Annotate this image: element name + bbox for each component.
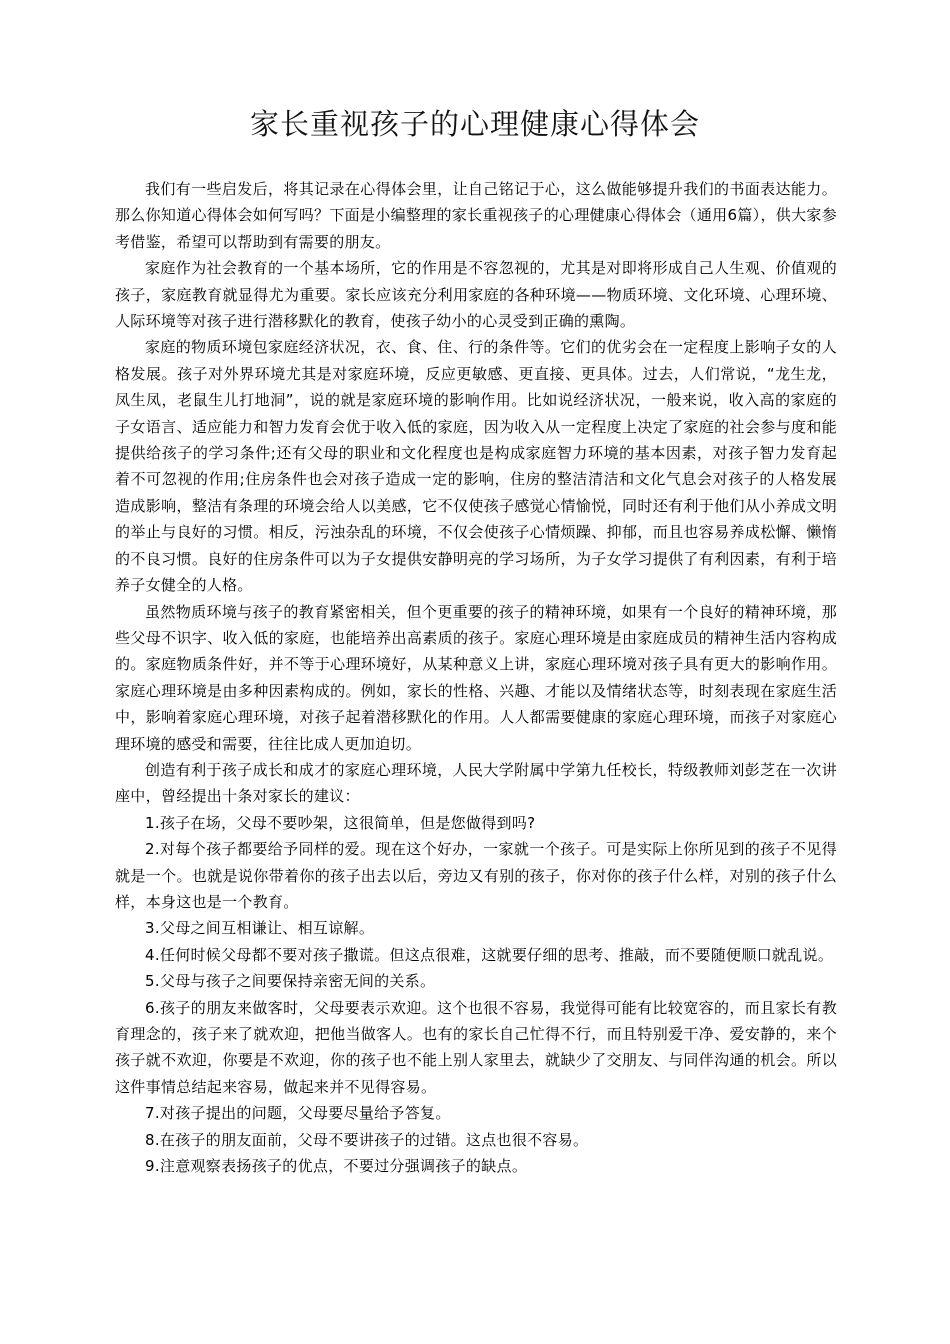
list-item-suggestion-4: 4.任何时候父母都不要对孩子撒谎。但这点很难，这就要仔细的思考、推敲，而不要随便顺口就乱说。 bbox=[145, 945, 834, 964]
list-item-suggestion-5: 5.父母与孩子之间要保持亲密无间的关系。 bbox=[145, 972, 436, 991]
paragraph-spiritual-environment: 虽然物质环境与孩子的教育紧密相关，但个更重要的孩子的精神环境，如果有一个良好的精神环境，那些父母不识字、收入低的家庭，也能培养出高素质的孩子。家庭心理环境是由家庭成员的精神生活内容构成的。家庭物质条件好，并不等于心理环境好，从某种意义上讲，家庭心理环境对孩子具有更大的影响作用。家庭心理环境是由多种因素构成的。例如，家长的性格、兴趣、才能以及情绪状态等，时刻表现在家庭生活中，影响着家庭心理环境，对孩子起着潜移默化的作用。人人都需要健康的家庭心理环境，而孩子对家庭心理环境的感受和需要，往往比成人更加迫切。 bbox=[115, 602, 837, 753]
list-item-suggestion-3: 3.父母之间互相谦让、相互谅解。 bbox=[145, 919, 375, 938]
list-item-suggestion-8: 8.在孩子的朋友面前，父母不要讲孩子的过错。这点也很不容易。 bbox=[145, 1130, 589, 1149]
paragraph-material-environment: 家庭的物质环境包家庭经济状况，衣、食、住、行的条件等。它们的优劣会在一定程度上影响子女的人格发展。孩子对外界环境尤其是对家庭环境，反应更敏感、更直接、更具体。过去，人们常说，“龙生龙，凤生凤，老鼠生儿打地洞”，说的就是家庭环境的影响作用。比如说经济状况，一般来说，收入高的家庭的子女语言、适应能力和智力发育会优于收入低的家庭，因为收入从一定程度上决定了家庭的社会参与度和能提供给孩子的学习条件;还有父母的职业和文化程度也是构成家庭智力环境的基本因素，对孩子智力发育起着不可忽视的作用;住房条件也会对孩子造成一定的影响，住房的整洁清洁和文化气息会对孩子的人格发展造成影响，整洁有条理的环境会给人以美感，它不仅使孩子感觉心情愉悦，同时还有利于他们从小养成文明的举止与良好的习惯。相反，污浊杂乱的环境，不仅会使孩子心情烦躁、抑郁，而且也容易养成松懈、懒惰的不良习惯。良好的住房条件可以为子女提供安静明亮的学习场所，为子女学习提供了有利因素，有利于培养子女健全的人格。 bbox=[115, 338, 837, 595]
list-item-suggestion-1: 1.孩子在场，父母不要吵架，这很简单，但是您做得到吗? bbox=[145, 813, 536, 832]
list-item-suggestion-9: 9.注意观察表扬孩子的优点，不要过分强调孩子的缺点。 bbox=[145, 1157, 528, 1176]
document-title: 家长重视孩子的心理健康心得体会 bbox=[249, 107, 700, 141]
paragraph-family-education: 家庭作为社会教育的一个基本场所，它的作用是不容忽视的，尤其是对即将形成自己人生观、价值观的孩子，家庭教育就显得尤为重要。家长应该充分利用家庭的各种环境——物质环境、文化环境、心理环境、人际环境等对孩子进行潜移默化的教育，使孩子幼小的心灵受到正确的熏陶。 bbox=[115, 259, 837, 331]
list-item-suggestion-2: 2.对每个孩子都要给予同样的爱。现在这个好办，一家就一个孩子。可是实际上你所见到的孩子不见得就是一个。也就是说你带着你的孩子出去以后，旁边又有别的孩子，你对你的孩子什么样，对别的孩子什么样，本身这也是一个教育。 bbox=[115, 840, 837, 911]
paragraph-suggestions-intro: 创造有利于孩子成长和成才的家庭心理环境，人民大学附属中学第九任校长，特级教师刘彭芝在一次讲座中，曾经提出十条对家长的建议： bbox=[115, 760, 837, 806]
list-item-suggestion-6: 6.孩子的朋友来做客时，父母要表示欢迎。这个也很不容易，我觉得可能有比较宽容的，而且家长有教育理念的，孩子来了就欢迎，把他当做客人。也有的家长自己忙得不行，而且特别爱干净、爱安静的，来个孩子就不欢迎，你要是不欢迎，你的孩子也不能上别人家里去，就缺少了交朋友、与同伴沟通的机会。所以这件事情总结起来容易，做起来并不见得容易。 bbox=[115, 998, 837, 1096]
document-body bbox=[115, 176, 837, 1179]
list-item-suggestion-7: 7.对孩子提出的问题，父母要尽量给予答复。 bbox=[145, 1104, 451, 1123]
paragraph-intro: 我们有一些启发后，将其记录在心得体会里，让自己铭记于心，这么做能够提升我们的书面表达能力。那么你知道心得体会如何写吗？下面是小编整理的家长重视孩子的心理健康心得体会（通用6篇），供大家参考借鉴，希望可以帮助到有需要的朋友。 bbox=[115, 180, 837, 251]
